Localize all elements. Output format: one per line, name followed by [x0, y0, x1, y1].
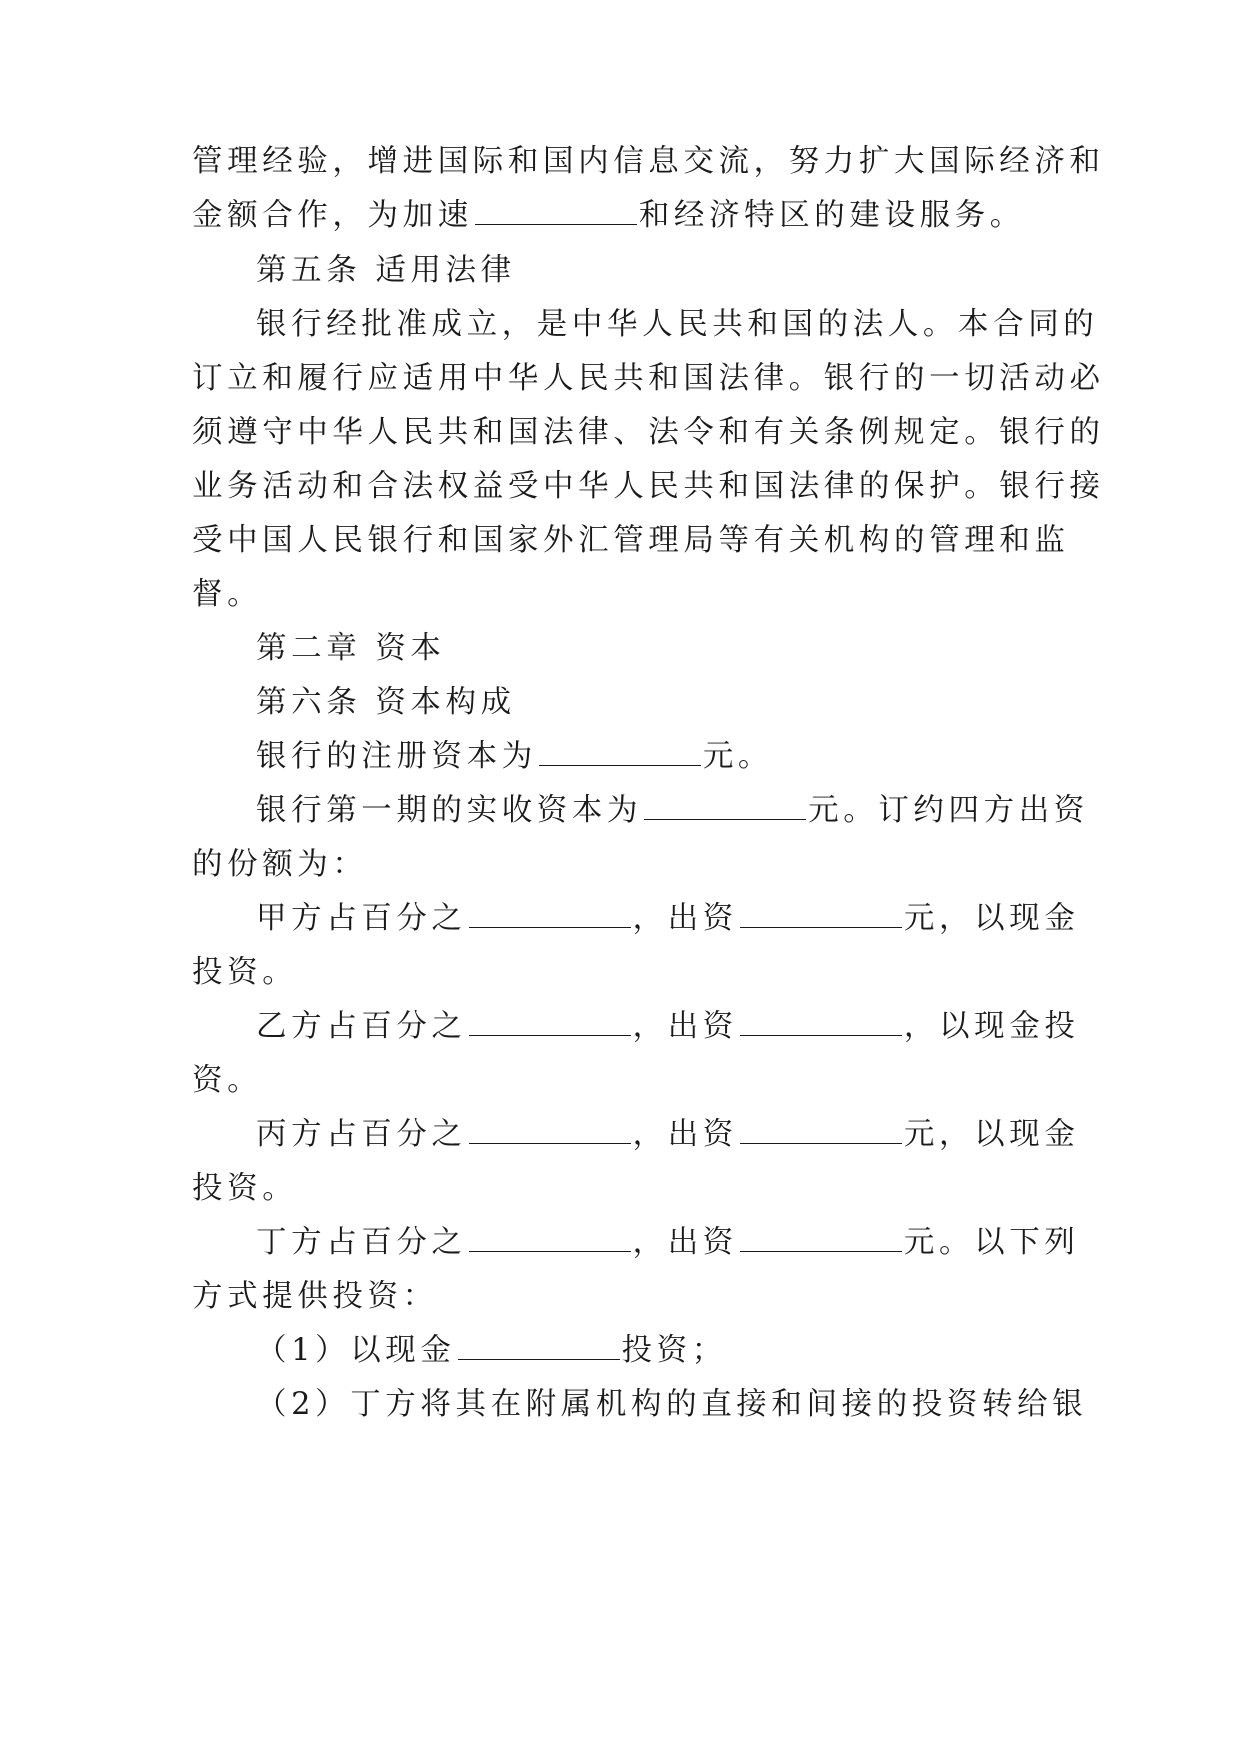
fill-in-blank[interactable] — [469, 1115, 631, 1144]
article-heading — [256, 683, 1116, 723]
text: 甲方占百分之 — [256, 901, 467, 936]
text: 银行经批准成立，是中华人民共和国的法人。本合同的 — [256, 307, 1099, 342]
text: 的份额为： — [192, 847, 368, 882]
paragraph-line — [256, 1115, 1116, 1155]
article-number: 第五条 — [256, 253, 362, 288]
fill-in-blank[interactable] — [458, 1331, 620, 1360]
paragraph-line — [192, 845, 1052, 885]
fill-in-blank[interactable] — [644, 791, 806, 820]
article-heading — [256, 251, 1116, 291]
text: 元。以下列 — [903, 1225, 1080, 1260]
paragraph-line — [256, 791, 1116, 831]
paragraph-line — [192, 521, 1070, 561]
chapter-title: 资本 — [375, 631, 446, 666]
text: 丙方占百分之 — [256, 1117, 467, 1152]
text: 丁方占百分之 — [256, 1225, 467, 1260]
fill-in-blank[interactable] — [740, 1007, 902, 1036]
paragraph-line — [256, 1007, 1116, 1047]
article-title: 资本构成 — [375, 685, 516, 720]
paragraph-line — [256, 899, 1116, 939]
fill-in-blank[interactable] — [740, 1223, 902, 1252]
text: （1）以现金 — [256, 1333, 456, 1368]
text: 元，以现金 — [903, 901, 1080, 936]
text: 方式提供投资： — [192, 1279, 438, 1314]
text: 金额合作，为加速 — [192, 198, 473, 233]
text: 元，以现金 — [903, 1117, 1080, 1152]
fill-in-blank[interactable] — [740, 899, 902, 928]
article-title: 适用法律 — [375, 253, 516, 288]
text: 管理经验，增进国际和国内信息交流，努力扩大国际经济和 — [192, 144, 1105, 179]
paragraph-line — [256, 305, 1116, 345]
paragraph-line — [192, 359, 1105, 399]
text: （2）丁方将其在附属机构的直接和间接的投资转给银 — [256, 1387, 1088, 1422]
text: 元。订约四方出资 — [808, 793, 1089, 828]
text: 订立和履行应适用中华人民共和国法律。银行的一切活动必 — [192, 361, 1105, 396]
fill-in-blank[interactable] — [740, 1115, 902, 1144]
text: 受中国人民银行和国家外汇管理局等有关机构的管理和监 — [192, 523, 1070, 558]
paragraph-line — [192, 413, 1105, 453]
fill-in-blank[interactable] — [469, 1007, 631, 1036]
text: 投资。 — [192, 955, 298, 990]
text: ，出资 — [632, 1009, 738, 1044]
text: ，出资 — [632, 1117, 738, 1152]
text: 元。 — [702, 739, 774, 774]
paragraph-line — [192, 1277, 1052, 1317]
fill-in-blank[interactable] — [539, 737, 701, 766]
text: 资。 — [192, 1063, 263, 1098]
paragraph-line — [192, 1061, 1052, 1101]
paragraph-line — [192, 467, 1105, 507]
text: 投资。 — [192, 1171, 298, 1206]
text: 督。 — [192, 577, 263, 612]
chapter-heading — [256, 629, 1116, 669]
text: 银行第一期的实收资本为 — [256, 793, 643, 828]
text: 乙方占百分之 — [256, 1009, 467, 1044]
paragraph-line — [192, 1169, 1052, 1209]
text: 银行的注册资本为 — [256, 739, 537, 774]
fill-in-blank[interactable] — [469, 1223, 631, 1252]
fill-in-blank[interactable] — [469, 899, 631, 928]
text: 和经济特区的建设服务。 — [638, 198, 1025, 233]
list-item — [256, 1385, 1116, 1425]
article-number: 第六条 — [256, 685, 362, 720]
text: ，出资 — [632, 901, 738, 936]
text: ，以现金投 — [903, 1009, 1080, 1044]
text: ，出资 — [632, 1225, 738, 1260]
paragraph-line — [256, 1223, 1116, 1263]
text: 投资； — [621, 1333, 727, 1368]
list-item — [256, 1331, 1116, 1371]
paragraph-line — [192, 575, 1052, 615]
fill-in-blank[interactable] — [475, 196, 637, 225]
chapter-number: 第二章 — [256, 631, 362, 666]
text: 业务活动和合法权益受中华人民共和国法律的保护。银行接 — [192, 469, 1105, 504]
paragraph-line — [192, 196, 1052, 236]
text: 须遵守中华人民共和国法律、法令和有关条例规定。银行的 — [192, 415, 1105, 450]
paragraph-line — [256, 737, 1116, 777]
paragraph-line — [192, 142, 1105, 182]
paragraph-line — [192, 953, 1052, 993]
